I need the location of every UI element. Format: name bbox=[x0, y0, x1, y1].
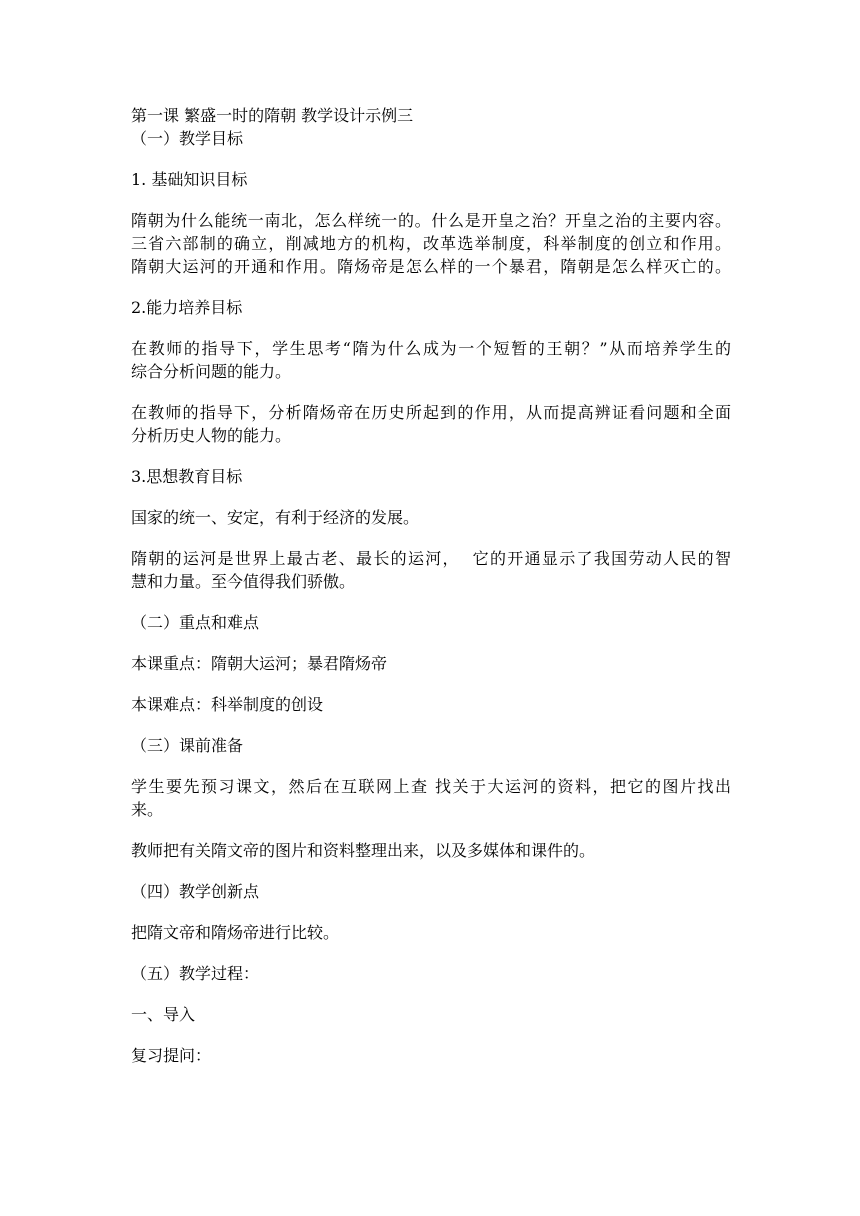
paragraph-ability-1 bbox=[131, 337, 731, 383]
paragraph-line: 学生要先预习课文，然后在互联网上查 找关于大运河的资料，把它的图片找出 bbox=[131, 777, 731, 796]
paragraph-line: 教师把有关隋文帝的图片和资料整理出来，以及多媒体和课件的。 bbox=[131, 841, 596, 860]
paragraph-ability-2 bbox=[131, 401, 731, 447]
paragraph-ideology-1 bbox=[131, 506, 731, 529]
paragraph-line: 分析历史人物的能力。 bbox=[131, 426, 292, 445]
heading-teaching-process: （五）教学过程： bbox=[131, 964, 260, 983]
document-body bbox=[131, 104, 731, 1067]
paragraph-line: 本课重点：隋朝大运河；暴君隋炀帝 bbox=[131, 654, 388, 673]
heading-ideological-education: 3.思想教育目标 bbox=[131, 467, 243, 486]
heading-introduction: 一、导入 bbox=[131, 1005, 196, 1024]
paragraph-ideology-2 bbox=[131, 547, 731, 593]
paragraph-difficulty bbox=[131, 693, 731, 716]
paragraph-basic-knowledge bbox=[131, 209, 731, 278]
paragraph-line: 本课难点：科举制度的创设 bbox=[131, 695, 324, 714]
paragraph-line: 在教师的指导下，学生思考“隋为什么成为一个短暂的王朝？”从而培养学生的 bbox=[131, 339, 731, 358]
paragraph-line: 把隋文帝和隋炀帝进行比较。 bbox=[131, 923, 340, 942]
paragraph-line: 隋朝大运河的开通和作用。隋炀帝是怎么样的一个暴君，隋朝是怎么样灭亡的。 bbox=[131, 257, 731, 276]
heading-preparation: （三）课前准备 bbox=[131, 736, 244, 755]
paragraph-line: 来。 bbox=[131, 800, 164, 819]
heading-innovation: （四）教学创新点 bbox=[131, 882, 260, 901]
document-title: 第一课 繁盛一时的隋朝 教学设计示例三 bbox=[131, 106, 414, 125]
paragraph-line: 在教师的指导下，分析隋炀帝在历史所起到的作用，从而提高辨证看问题和全面 bbox=[131, 403, 731, 422]
paragraph-line: 隋朝的运河是世界上最古老、最长的运河， 它的开通显示了我国劳动人民的智 bbox=[131, 549, 731, 568]
heading-review-questions: 复习提问： bbox=[131, 1046, 212, 1065]
heading-ability-training: 2.能力培养目标 bbox=[131, 298, 243, 317]
paragraph-key-point bbox=[131, 652, 731, 675]
paragraph-line: 综合分析问题的能力。 bbox=[131, 362, 292, 381]
paragraph-line: 隋朝为什么能统一南北，怎么样统一的。什么是开皇之治？开皇之治的主要内容。 bbox=[131, 211, 731, 230]
paragraph-teacher-prep bbox=[131, 839, 731, 862]
heading-key-points: （二）重点和难点 bbox=[131, 613, 260, 632]
paragraph-line: 三省六部制的确立，削减地方的机构，改革选举制度，科举制度的创立和作用。 bbox=[131, 234, 731, 253]
paragraph-innovation bbox=[131, 921, 731, 944]
paragraph-line: 国家的统一、安定，有利于经济的发展。 bbox=[131, 508, 420, 527]
paragraph-student-prep bbox=[131, 775, 731, 821]
paragraph-line: 慧和力量。至今值得我们骄傲。 bbox=[131, 572, 356, 591]
heading-teaching-objectives: （一）教学目标 bbox=[131, 129, 244, 148]
heading-basic-knowledge: 1. 基础知识目标 bbox=[131, 170, 248, 189]
